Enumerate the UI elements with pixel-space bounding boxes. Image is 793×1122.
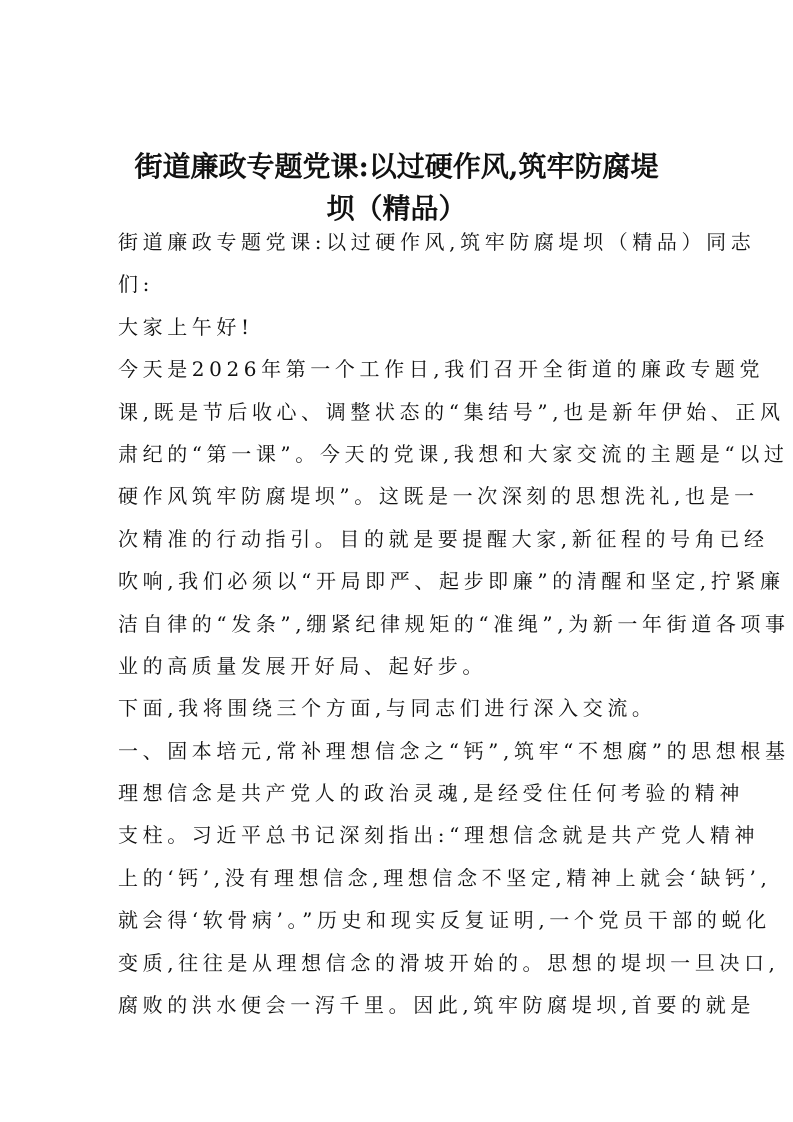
body-text-line: 下面,我将围绕三个方面,与同志们进行深入交流。	[118, 696, 657, 721]
body-text-line: 大家上午好!	[118, 314, 254, 339]
body-text-line: 们:	[118, 272, 154, 297]
body-text-line: 吹响,我们必须以“开局即严、起步即廉”的清醒和坚定,拧紧廉	[118, 569, 785, 594]
document-title-line-2: 坝（精品）	[326, 191, 467, 225]
body-text-line: 街道廉政专题党课:以过硬作风,筑牢防腐堤坝（精品）同志	[118, 230, 756, 254]
body-text-line: 腐败的洪水便会一泻千里。因此,筑牢防腐堤坝,首要的就是	[118, 993, 755, 1018]
body-text-line: 硬作风筑牢防腐堤坝”。这既是一次深刻的思想洗礼,也是一	[118, 484, 759, 509]
body-text-line: 洁自律的“发条”,绷紧纪律规矩的“准绳”,为新一年街道各项事	[118, 611, 790, 636]
body-text-line: 上的‘钙’,没有理想信念,理想信念不坚定,精神上就会‘缺钙’,	[118, 865, 772, 890]
body-text-line: 今天是2026年第一个工作日,我们召开全街道的廉政专题党	[118, 357, 765, 382]
body-text-line: 一、固本培元,常补理想信念之“钙”,筑牢“不想腐”的思想根基	[118, 738, 790, 763]
body-text-line: 就会得‘软骨病’。”历史和现实反复证明,一个党员干部的蜕化	[118, 908, 771, 933]
document-title-line-1: 街道廉政专题党课:以过硬作风,筑牢防腐堤	[134, 149, 659, 183]
body-text-line: 次精准的行动指引。目的就是要提醒大家,新征程的号角已经	[118, 526, 769, 551]
document-body	[118, 221, 790, 1026]
body-text-line: 变质,往往是从理想信念的滑坡开始的。思想的堤坝一旦决口,	[118, 950, 780, 975]
body-text-line: 理想信念是共产党人的政治灵魂,是经受住任何考验的精神	[118, 781, 744, 806]
body-text-line: 课,既是节后收心、调整状态的“集结号”,也是新年伊始、正风	[118, 399, 785, 424]
body-text-line: 肃纪的“第一课”。今天的党课,我想和大家交流的主题是“以过	[118, 441, 789, 466]
body-text-line: 业的高质量发展开好局、起好步。	[118, 653, 487, 678]
body-text-line: 支柱。习近平总书记深刻指出:“理想信念就是共产党人精神	[118, 823, 760, 848]
